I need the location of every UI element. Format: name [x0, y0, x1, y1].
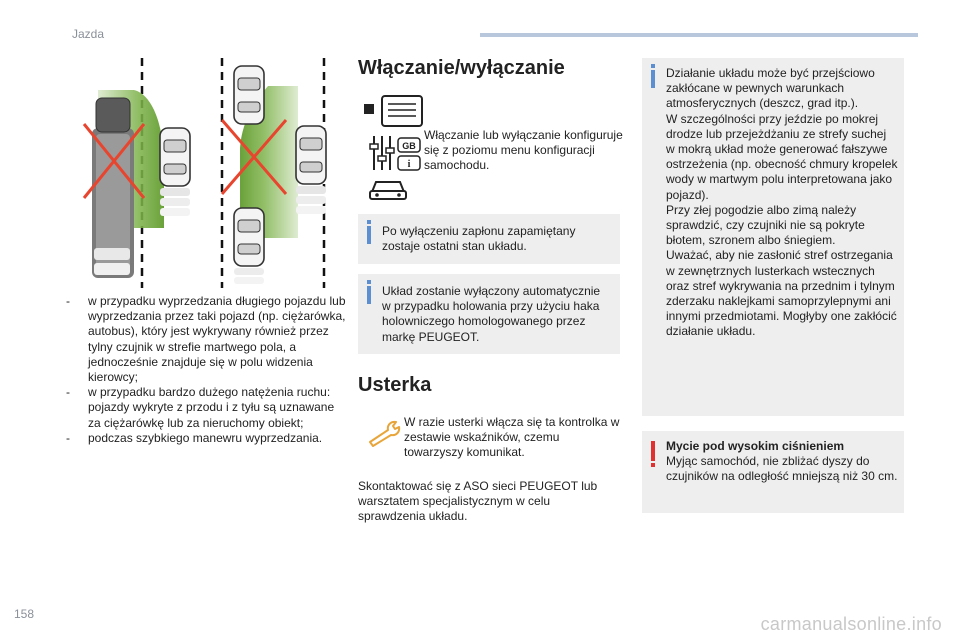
touchscreen-icon [364, 96, 422, 126]
watermark: carmanualsonline.info [760, 614, 942, 634]
car-top-right-scene [234, 66, 264, 124]
warning-text: Myjąc samochód, nie zbliżać dyszy do czujników na odległość mniejszą niż 30 cm. [666, 454, 898, 484]
limitations-list [62, 294, 347, 446]
gb-label: GB [402, 141, 416, 151]
car-right-lane [296, 126, 326, 214]
note-towing [358, 274, 620, 354]
note-weather-conditions [642, 58, 904, 416]
info-icon [367, 226, 371, 244]
section-heading-fault: Usterka [358, 374, 432, 396]
vehicle-icon [370, 182, 406, 199]
car-bottom-right-scene [234, 208, 264, 284]
warning-high-pressure-wash [642, 431, 904, 513]
page-number: 158 [14, 607, 35, 621]
list-item: - podczas szybkiego manewru wyprzedzania. [62, 431, 347, 446]
blind-spot-illustration [72, 58, 352, 288]
wrench-warning-icon [366, 418, 404, 448]
header-section-label: Jazda [72, 27, 105, 41]
warning-icon [651, 441, 655, 461]
note-text: Układ zostanie wyłączony automatycznie w przypadku holowania przy użyciu haka holowniczego homologowanego przez markę PEUGEOT. [382, 284, 601, 344]
header-bar [480, 33, 918, 37]
control-icons [360, 94, 426, 204]
i-label: i [407, 159, 411, 170]
info-icon [367, 286, 371, 304]
info-icon [651, 70, 655, 88]
note-text: Działanie układu może być przejściowo zakłócane w pewnych warunkach atmosferycznych (deszcz, grad itp.). W szczególności przy jeździe po mokrej drodze lub przejeżdżaniu ze strefy suchej w mokrą układ może generować fałszywe ostrzeżenia (np. obecność chmury kropelek wody w martwym polu interpretowana jako pojazd). Przy złej pogodzie albo zimą należy sprawdzić, czy czujniki nie są pokryte błotem, szronem albo śniegiem. Uważać, aby nie zasłonić stref ostrzegania w zewnętrznych lusterkach wstecznych oraz stref wykrywania na przednim i tylnym zderzaku naklejkami samoprzylepnymi ani innymi przedmiotami. Mogłyby one zakłócić działanie układu. [666, 66, 898, 339]
section-heading-on-off: Włączanie/wyłączanie [358, 57, 565, 79]
list-item: - w przypadku wyprzedzania długiego pojazdu lub wyprzedzania przez taki pojazd (np. ciężarówka, autobus), który jest wykrywany również przez tylny czujnik w strefie martwego pola, a jednocześnie znajduje się w polu widzenia kierowcy; [62, 294, 347, 385]
list-item: - w przypadku bardzo dużego natężenia ruchu: pojazdy wykryte z przodu i z tyłu są uznawane za ciężarówkę lub za nieruchomy obiekt; [62, 385, 347, 431]
warning-title: Mycie pod wysokim ciśnieniem [666, 439, 845, 453]
note-ignition-memory [358, 214, 620, 264]
control-description: Włączanie lub wyłączanie konfiguruje się z poziomu menu konfiguracji samochodu. [424, 128, 623, 173]
car-left-scene [160, 128, 190, 216]
fault-contact: Skontaktować się z ASO sieci PEUGEOT lub warsztatem specjalistycznym w celu sprawdzenia układu. [358, 479, 598, 524]
fault-description: W razie usterki włącza się ta kontrolka w zestawie wskaźników, czemu towarzyszy komunikat. [404, 415, 620, 460]
note-text: Po wyłączeniu zapłonu zapamiętany zostaje ostatni stan układu. [382, 224, 576, 254]
info-i-icon [398, 156, 420, 170]
settings-sliders-icon [370, 136, 394, 170]
language-gb-icon [398, 138, 420, 152]
